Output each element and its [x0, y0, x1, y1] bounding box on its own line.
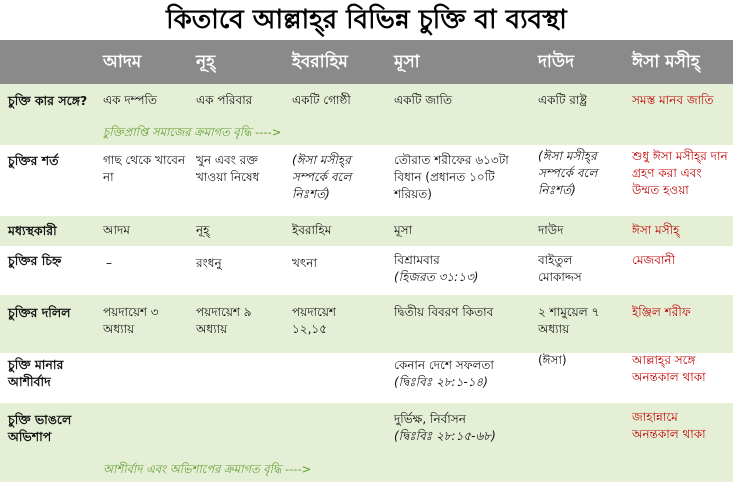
cell-musa: দ্বিতীয় বিবরণ কিতাব [394, 305, 494, 319]
cell-nuh: পয়দায়েশ ৯ অধ্যায় [196, 305, 252, 336]
row-label: চুক্তি ভাঙলে অভিশাপ [8, 412, 72, 444]
header-adam: আদম [103, 52, 142, 72]
cell-nuh: রংধনু [196, 256, 222, 270]
header-daud: দাউদ [538, 52, 575, 72]
cell-daud: (ঈসা) [538, 353, 567, 367]
cell-ibrahim: খৎনা [292, 256, 317, 270]
header-ibrahim: ইবরাহিম [292, 52, 348, 72]
community-growth-note: চুক্তিপ্রাপ্তি সমাজের ক্রমাগত বৃদ্ধি ----> [103, 125, 282, 139]
cell-ibrahim: পয়দায়েশ ১২,১৫ [292, 305, 336, 336]
cell-nuh: খুন এবং রক্ত খাওয়া নিষেধ [196, 153, 260, 184]
row-label: চুক্তির চিহ্ন [8, 253, 62, 268]
table-header [0, 40, 733, 84]
cell-musa: মূসা [394, 223, 413, 237]
cell-daud: ২ শামুয়েল ৭ অধ্যায় [538, 305, 600, 336]
cell-daud: দাউদ [538, 223, 564, 237]
cell-musa-ref: (হিজরত ৩১:১৩) [394, 270, 479, 284]
row-label: মধ্যস্থকারী [8, 223, 57, 238]
cell-isa: আল্লাহ্‌র সঙ্গে অনন্তকাল থাকা [632, 353, 706, 384]
cell-adam: – [106, 256, 112, 270]
blessing-curse-growth-note: আশীর্বাদ এবং অভিশাপের ক্রমাগত বৃদ্ধি ----> [103, 462, 312, 476]
cell-musa-ref: (দ্বিঃবিঃ ২৮:১-১৪) [394, 375, 488, 389]
cell-ibrahim: (ঈসা মসীহ্‌র সম্পর্কে বলে নিঃশর্ত) [292, 153, 352, 201]
row-label: চুক্তির দলিল [8, 305, 71, 320]
cell-adam: এক দম্পতি [103, 93, 157, 107]
cell-adam: গাছ থেকে খাবেন না [103, 153, 186, 184]
cell-isa: শুধু ঈসা মসীহ্‌র দান গ্রহণ করা এবং উম্মত হওয়া [632, 149, 728, 197]
cell-adam: আদম [103, 223, 130, 237]
cell-musa-ref: (দ্বিঃবিঃ ২৮:১৫-৬৮) [394, 429, 496, 443]
cell-isa: ইঞ্জিল শরীফ [632, 305, 691, 319]
row-label: চুক্তি কার সঙ্গে? [8, 93, 88, 108]
page-title: কিতাবে আল্লাহ্‌র বিভিন্ন চুক্তি বা ব্যবস্থা [166, 5, 567, 35]
cell-musa: কেনান দেশে সফলতা [394, 358, 494, 372]
cell-ibrahim: ইবরাহিম [292, 223, 332, 237]
row-label: চুক্তির শর্ত [8, 153, 59, 168]
header-musa: মূসা [394, 52, 420, 72]
row-label: চুক্তি মানার আশীর্বাদ [8, 357, 64, 389]
cell-isa: জাহান্নামে অনন্তকাল থাকা [632, 410, 706, 441]
cell-isa: ঈসা মসীহ্‌ [632, 223, 680, 237]
cell-daud: বাইতুল মোকাদ্দস [538, 253, 582, 284]
cell-nuh: এক পরিবার [196, 93, 253, 107]
cell-nuh: নূহ্‌ [196, 223, 210, 237]
cell-musa: বিশ্রামবার [394, 253, 440, 267]
cell-daud: (ঈসা মসীহ্‌র সম্পর্কে বলে নিঃশর্ত) [538, 149, 598, 197]
cell-daud: একটি রাষ্ট্র [538, 93, 588, 107]
header-nuh: নূহ্‌ [196, 52, 216, 72]
cell-musa: দুর্ভিক্ষ, নির্বাসন [394, 412, 466, 426]
cell-musa: তৌরাত শরীফের ৬১৩টা বিধান (প্রধানত ১০টি শরিয়ত) [394, 153, 509, 201]
cell-isa: সমস্ত মানব জাতি [632, 93, 714, 107]
cell-musa: একটি জাতি [394, 93, 452, 107]
cell-adam: পয়দায়েশ ৩ অধ্যায় [103, 305, 159, 336]
cell-ibrahim: একটি গোষ্ঠী [292, 93, 351, 107]
cell-isa: মেজবানী [632, 253, 676, 267]
header-isa: ঈসা মসীহ্‌ [632, 52, 700, 72]
